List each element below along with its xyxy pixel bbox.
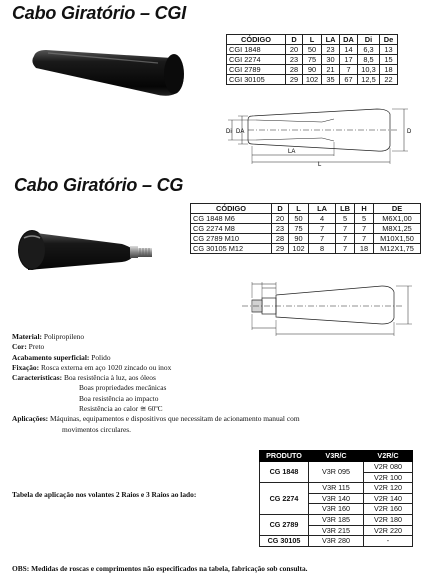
table-header-row — [227, 35, 398, 45]
cell-de: 13 — [380, 45, 398, 55]
cell-v3r: V3R 140 — [309, 493, 364, 504]
cell-code: CG 2789 M10 — [191, 234, 272, 244]
table-row — [260, 483, 413, 494]
cell-di: 6,3 — [358, 45, 380, 55]
cell-l: 90 — [289, 234, 309, 244]
table-header-row — [191, 204, 421, 214]
cell-v2r: V2R 120 — [364, 483, 413, 494]
cell-l: 75 — [289, 224, 309, 234]
cell-d: 20 — [286, 45, 303, 55]
cell-d: 28 — [286, 65, 303, 75]
table-row — [191, 244, 421, 254]
title-cg: Cabo Giratório – CG — [14, 175, 184, 195]
cell-di: 10,3 — [358, 65, 380, 75]
cell-l: 50 — [303, 45, 322, 55]
col-v3r: V3R/C — [309, 451, 364, 462]
cell-la: 7 — [309, 234, 336, 244]
table-header-row — [260, 451, 413, 462]
cgi-table — [226, 34, 398, 85]
cell-v3r: V3R 185 — [309, 514, 364, 525]
cell-v3r: V3R 115 — [309, 483, 364, 494]
cell-code: CGI 1848 — [227, 45, 286, 55]
cell-d: 23 — [286, 55, 303, 65]
cell-de: 18 — [380, 65, 398, 75]
application-table — [259, 450, 413, 547]
cell-v2r: V2R 180 — [364, 514, 413, 525]
cell-v2r: V2R 220 — [364, 525, 413, 536]
cell-la: 8 — [309, 244, 336, 254]
cell-de: M10X1,50 — [374, 234, 421, 244]
cell-l: 75 — [303, 55, 322, 65]
spec-apl-line: movimentos circulares. — [62, 424, 131, 434]
cell-produto: CG 1848 — [260, 462, 309, 483]
cell-da: 7 — [340, 65, 358, 75]
cell-v2r: V2R 160 — [364, 504, 413, 515]
cell-produto: CG 30105 — [260, 536, 309, 547]
cell-da: 67 — [340, 75, 358, 85]
table-row — [191, 224, 421, 234]
col-la: LA — [309, 204, 336, 214]
cell-la: 21 — [322, 65, 340, 75]
cell-da: 17 — [340, 55, 358, 65]
cgi-technical-drawing — [212, 100, 422, 166]
cell-v3r: V3R 215 — [309, 525, 364, 536]
col-v2r: V2R/C — [364, 451, 413, 462]
title-cgi: Cabo Giratório – CGI — [12, 3, 187, 23]
cell-d: 29 — [272, 244, 289, 254]
cell-code: CGI 2274 — [227, 55, 286, 65]
cell-da: 14 — [340, 45, 358, 55]
cell-l: 50 — [289, 214, 309, 224]
table-row — [227, 75, 398, 85]
cell-h: 5 — [355, 214, 374, 224]
spec-fixacao: Fixação: Rosca externa em aço 1020 zincado ou inox — [12, 362, 172, 372]
cell-l: 90 — [303, 65, 322, 75]
cgi-knob-photo — [26, 36, 188, 102]
cell-d: 23 — [272, 224, 289, 234]
cell-code: CGI 30105 — [227, 75, 286, 85]
spec-material: Material: Polipropileno — [12, 332, 85, 341]
cell-lb: 7 — [336, 244, 355, 254]
cell-h: 7 — [355, 224, 374, 234]
cell-di: 12,5 — [358, 75, 380, 85]
cell-di: 8,5 — [358, 55, 380, 65]
col-produto: PRODUTO — [260, 451, 309, 462]
dim-label-d: D — [407, 129, 412, 135]
spec-carac-line: Resistência ao calor ≅ 60ºC — [79, 404, 163, 414]
cell-h: 7 — [355, 234, 374, 244]
table-row — [260, 462, 413, 473]
table-row — [227, 45, 398, 55]
col-codigo: CÓDIGO — [191, 204, 272, 214]
application-caption: Tabela de aplicação nos volantes 2 Raios e 3 Raios ao lado: — [12, 490, 197, 499]
cell-la: 7 — [309, 224, 336, 234]
spec-acabamento: Acabamento superficial: Polido — [12, 352, 111, 362]
cell-l: 102 — [289, 244, 309, 254]
cell-produto: CG 2789 — [260, 514, 309, 535]
cell-lb: 5 — [336, 214, 355, 224]
cell-de: 22 — [380, 75, 398, 85]
specs-block — [12, 332, 412, 435]
col-d: D — [286, 35, 303, 45]
col-lb: LB — [336, 204, 355, 214]
cell-code: CG 30105 M12 — [191, 244, 272, 254]
col-l: L — [289, 204, 309, 214]
cell-lb: 7 — [336, 224, 355, 234]
cell-de: 15 — [380, 55, 398, 65]
table-row — [191, 234, 421, 244]
table-row — [227, 65, 398, 75]
cell-v2r: V2R 100 — [364, 472, 413, 483]
table-row — [227, 55, 398, 65]
table-row — [260, 536, 413, 547]
col-codigo: CÓDIGO — [227, 35, 286, 45]
spec-cor: Cor: Preto — [12, 342, 45, 352]
cell-lb: 7 — [336, 234, 355, 244]
cell-de: M8X1,25 — [374, 224, 421, 234]
col-di: Di — [358, 35, 380, 45]
cell-v2r: - — [364, 536, 413, 547]
table-row — [260, 514, 413, 525]
cell-v2r: V2R 140 — [364, 493, 413, 504]
col-la: LA — [322, 35, 340, 45]
cell-code: CG 1848 M6 — [191, 214, 272, 224]
cg-knob-photo — [10, 222, 158, 284]
cell-la: 23 — [322, 45, 340, 55]
cell-code: CG 2274 M8 — [191, 224, 272, 234]
col-de: DE — [374, 204, 421, 214]
spec-carac-line: Boas propriedades mecânicas — [79, 383, 167, 393]
cell-v3r: V3R 280 — [309, 536, 364, 547]
col-da: DA — [340, 35, 358, 45]
cell-la: 30 — [322, 55, 340, 65]
cell-d: 20 — [272, 214, 289, 224]
dim-label-la: LA — [288, 149, 296, 155]
cell-de: M6X1,00 — [374, 214, 421, 224]
col-l: L — [303, 35, 322, 45]
spec-aplicacoes: Aplicações: Máquinas, equipamentos e dispositivos que necessitam de acionamento manual com — [12, 414, 300, 424]
spec-carac-line: Boa resistência ao impacto — [79, 393, 159, 403]
cell-l: 102 — [303, 75, 322, 85]
cell-de: M12X1,75 — [374, 244, 421, 254]
cell-v3r: V3R 095 — [309, 462, 364, 483]
cell-la: 35 — [322, 75, 340, 85]
obs-note: OBS: Medidas de roscas e comprimentos não especificados na tabela, fabricação sob consulta. — [12, 564, 308, 573]
dim-label-di: Di — [226, 129, 232, 135]
cell-produto: CG 2274 — [260, 483, 309, 515]
col-h: H — [355, 204, 374, 214]
table-row — [191, 214, 421, 224]
cg-technical-drawing — [212, 272, 422, 338]
cell-d: 29 — [286, 75, 303, 85]
dim-label-l: L — [318, 162, 322, 166]
cell-v2r: V2R 080 — [364, 462, 413, 473]
cell-code: CGI 2789 — [227, 65, 286, 75]
dim-label-da: DA — [236, 129, 245, 135]
cell-v3r: V3R 160 — [309, 504, 364, 515]
cell-h: 18 — [355, 244, 374, 254]
spec-caracteristicas: Características: Boa resistência à luz, aos óleos — [12, 373, 156, 383]
cg-table — [190, 203, 421, 254]
col-d: D — [272, 204, 289, 214]
cell-d: 28 — [272, 234, 289, 244]
col-de: De — [380, 35, 398, 45]
cell-la: 4 — [309, 214, 336, 224]
